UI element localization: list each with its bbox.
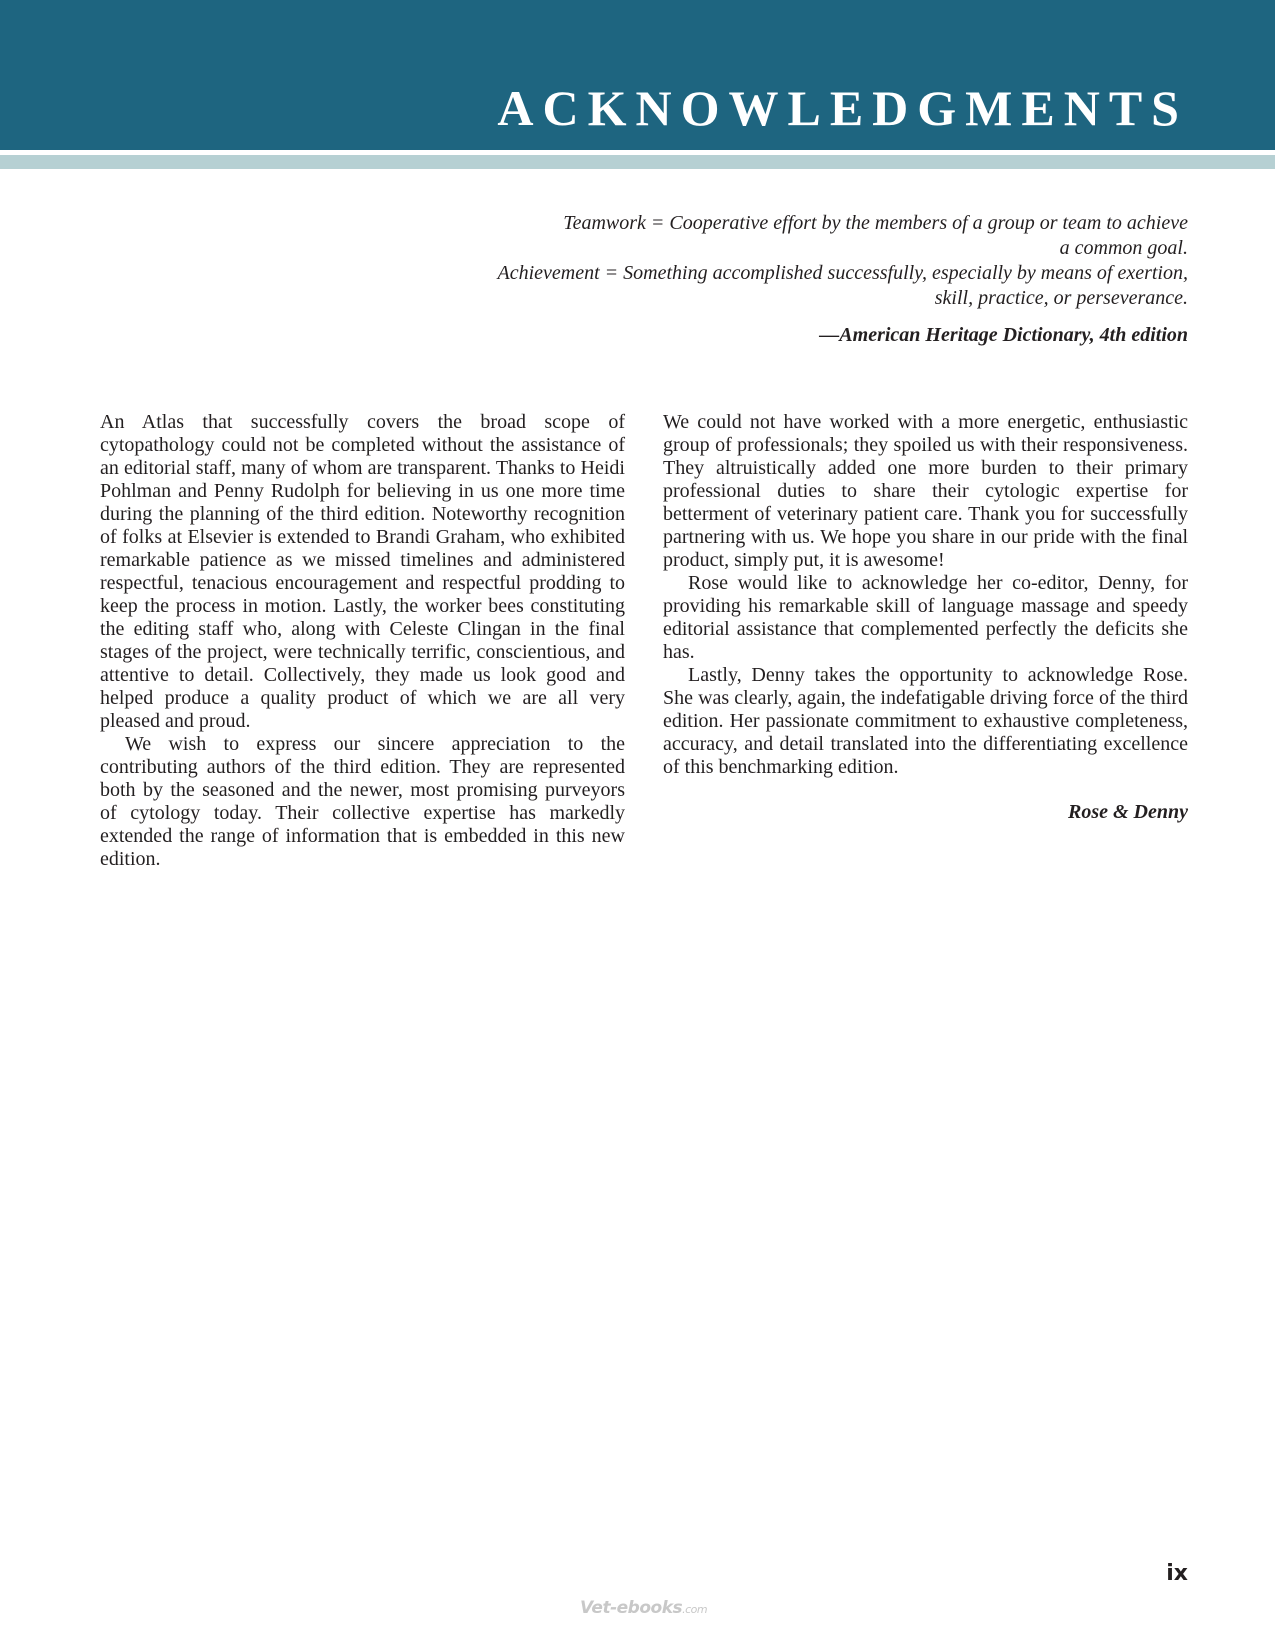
epigraph-line: Teamwork = Cooperative effort by the members of a group or team to achieve xyxy=(563,212,1188,234)
epigraph-source: —American Heritage Dictionary, 4th edition xyxy=(819,324,1188,346)
body-paragraph: Rose would like to acknowledge her co-editor, Denny, for providing his remarkable skill of language massage and speedy editorial assistance that complemented perfectly the deficits she has. xyxy=(663,572,1188,663)
body-paragraph: Lastly, Denny takes the opportunity to acknowledge Rose. She was clearly, again, the indefatigable driving force of the third edition. Her passionate commitment to exhaustive completeness, accuracy, and detail translated into the differentiating excellence of this benchmarking edition. xyxy=(663,664,1188,778)
epigraph-line: skill, practice, or perseverance. xyxy=(934,287,1188,309)
body-paragraph: An Atlas that successfully covers the broad scope of cytopathology could not be completed without the assistance of an editorial staff, many of whom are transparent. Thanks to Heidi Pohlman and Penny Rudolph for believing in us one more time during the planning of the third edition. Noteworthy recognition of folks at Elsevier is extended to Brandi Graham, who exhibited remarkable patience as we missed timelines and administered respectful, tenacious encouragement and respectful prodding to keep the process in motion. Lastly, the worker bees constituting the editing staff who, along with Celeste Clingan in the final stages of the project, were technically terrific, conscientious, and attentive to detail. Collectively, they made us look good and helped produce a quality product of which we are all very pleased and proud. xyxy=(100,411,625,732)
body-left-column xyxy=(100,411,625,871)
body-paragraph: We wish to express our sincere appreciation to the contributing authors of the third edition. They are represented both by the seasoned and the newer, most promising purveyors of cytology today. Their collective expertise has markedly extended the range of information that is embedded in this new edition. xyxy=(100,733,625,870)
signature: Rose & Denny xyxy=(1068,801,1188,823)
body-paragraph: We could not have worked with a more energetic, enthusiastic group of professionals; they spoiled us with their responsiveness. They altruistically added one more burden to their primary professional duties to share their cytologic expertise for betterment of veterinary patient care. Thank you for successfully partnering with us. We hope you share in our pride with the final product, simply put, it is awesome! xyxy=(663,411,1188,571)
page-number: ix xyxy=(1166,1561,1188,1586)
watermark-logo xyxy=(580,1597,708,1619)
watermark-suffix: .com xyxy=(682,1603,708,1616)
epigraph xyxy=(488,211,1188,348)
page-title: ACKNOWLEDGMENTS xyxy=(497,80,1188,136)
body-right-column xyxy=(663,411,1188,824)
header-stripe xyxy=(0,155,1275,169)
epigraph-line: a common goal. xyxy=(1059,237,1188,259)
epigraph-line: Achievement = Something accomplished successfully, especially by means of exertion, xyxy=(497,262,1188,284)
watermark-text: Vet-ebooks xyxy=(580,1598,683,1618)
